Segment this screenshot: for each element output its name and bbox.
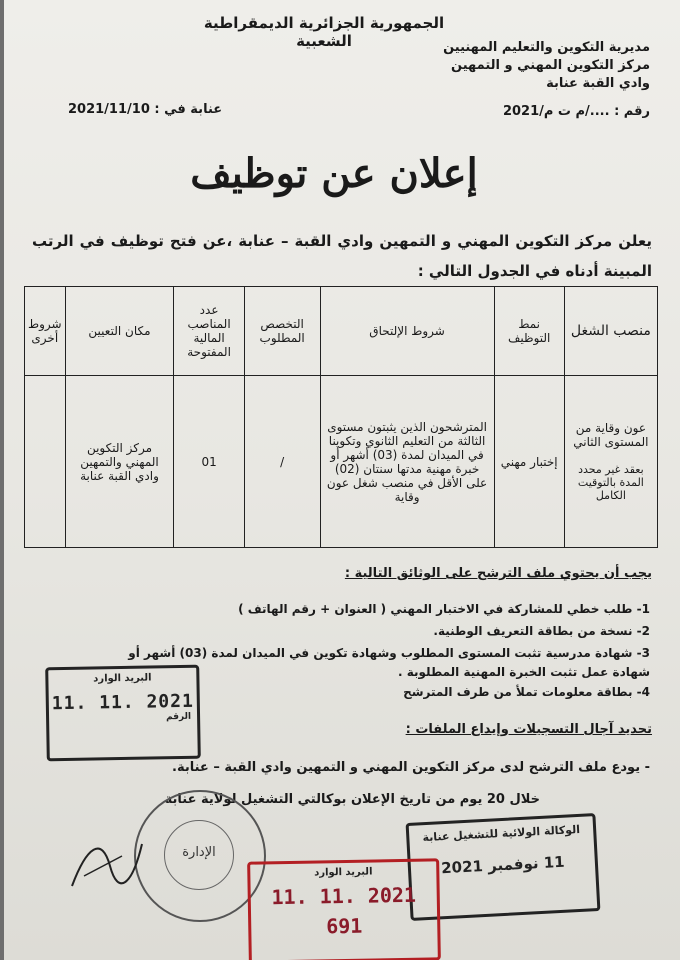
table-header-row	[25, 287, 658, 376]
cell-specialty: /	[244, 376, 320, 548]
table-row	[25, 376, 658, 548]
round-seal	[134, 790, 266, 922]
place-date: عنابة في : 2021/11/10	[68, 102, 223, 117]
red-incoming-stamp	[247, 858, 441, 960]
red-stamp-label: البريد الوارد	[314, 866, 373, 879]
stamp-field: الرقم	[165, 711, 192, 723]
col-conditions: شروط الإلتحاق	[320, 287, 494, 376]
center-line: مركز التكوين المهني و التمهين	[451, 58, 650, 73]
agency-label: الوكالة الولائية للتشغيل عنابة	[422, 822, 581, 845]
col-post: منصب الشغل	[564, 287, 657, 376]
jobs-table	[24, 286, 658, 548]
col-other: شروط أخرى	[25, 287, 66, 376]
deposit-instruction: - يودع ملف الترشح لدى مركز التكوين المهني و التمهين وادي القبة – عنابة.	[172, 760, 650, 775]
incoming-mail-stamp	[45, 665, 201, 762]
cell-count: 01	[174, 376, 244, 548]
agency-date: 11 نوفمبر 2021	[440, 852, 566, 878]
cell-conditions: المترشحون الذين يثبتون مستوى الثالثة من التعليم الثانوي وتكوينا في الميدان لمدة (03) أشهر أو خبرة مهنية مدتها سنتان (02) على الأقل في منصب شغل عون وقاية	[320, 376, 494, 548]
col-specialty: التخصص المطلوب	[244, 287, 320, 376]
col-mode: نمط التوظيف	[494, 287, 564, 376]
republic-header: الجمهورية الجزائرية الديمقراطية الشعبية	[203, 14, 445, 50]
red-stamp-number: 691	[325, 913, 363, 939]
stamp-label: البريد الوارد	[93, 672, 152, 685]
directorate-line: مديرية التكوين والتعليم المهنيين	[443, 40, 650, 55]
doc-item-2: 2- نسخة من بطاقة التعريف الوطنية.	[433, 624, 650, 638]
deadline-heading: تحديد آجال التسجيلات وإيداع الملفات :	[405, 722, 652, 737]
docs-heading: يجب أن يحتوي ملف الترشح على الوثائق التالية :	[344, 566, 652, 581]
doc-item-3: 3- شهادة مدرسية تثبت المستوى المطلوب وشهادة تكوين في الميدان لمدة (03) أشهر أو شهادة عمل تثبت الخبرة المهنية المطلوبة .	[128, 646, 650, 679]
cell-location: مركز التكوين المهني والتمهين وادي القبة عنابة	[65, 376, 174, 548]
cell-mode: إختبار مهني	[494, 376, 564, 548]
announcement-title: إعلان عن توظيف	[190, 150, 478, 197]
col-location: مكان التعيين	[65, 287, 174, 376]
seal-text: الإدارة	[182, 845, 216, 860]
post-name: عون وقاية من المستوى الثاني	[573, 421, 649, 449]
reference-number: رقم : ..../م ت م/2021	[502, 104, 650, 119]
red-stamp-date: 11. 11. 2021	[271, 882, 417, 910]
document-page	[4, 0, 680, 960]
contract-type: بعقد غير محدد المدة بالتوقيت الكامل	[577, 463, 644, 502]
stamp-date: 11. 11. 2021	[51, 690, 195, 715]
col-count: عدد المناصب المالية المفتوحة	[174, 287, 244, 376]
signature	[62, 826, 152, 896]
cell-other	[25, 376, 66, 548]
seal-center	[164, 820, 234, 890]
doc-item-4: 4- بطاقة معلومات تملأ من طرف المترشح	[403, 685, 650, 699]
cell-post	[564, 376, 657, 548]
intro-paragraph: يعلن مركز التكوين المهني و التمهين وادي القبة – عنابة ،عن فتح توظيف في الرتب المبينة أدناه في الجدول التالي :	[32, 232, 652, 280]
place-line: وادي القبة عنابة	[546, 76, 650, 91]
deadline-period: خلال 20 يوم من تاريخ الإعلان بوكالتي التشغيل لولاية عنابة	[164, 792, 540, 807]
doc-item-1: 1- طلب خطي للمشاركة في الاختبار المهني ( العنوان + رقم الهاتف )	[238, 602, 650, 616]
